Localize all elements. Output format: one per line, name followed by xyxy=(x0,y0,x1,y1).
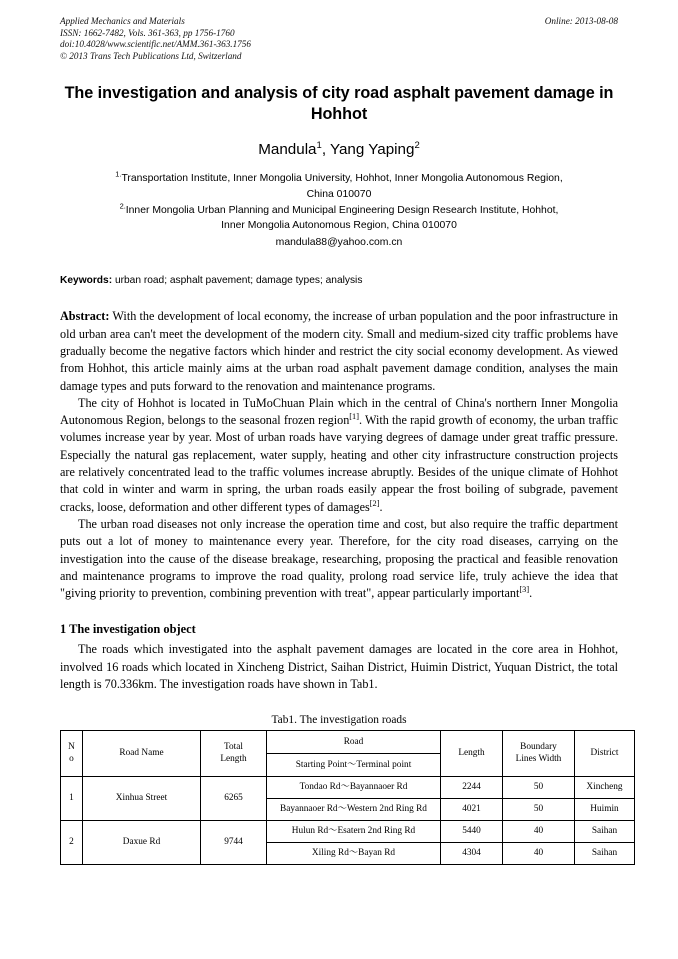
cell-district: Xincheng xyxy=(575,777,635,799)
header-road-subheader: Starting Point～Terminal point xyxy=(267,754,441,777)
copyright-line: © 2013 Trans Tech Publications Ltd, Switzerland xyxy=(60,50,242,61)
author-separator: , xyxy=(321,141,330,159)
journal-name: Applied Mechanics and Materials xyxy=(60,16,185,26)
citation-3: [3] xyxy=(519,585,530,595)
body-paragraph-1-part3: . xyxy=(379,499,383,514)
citation-2: [2] xyxy=(369,498,380,508)
cell-district: Saihan xyxy=(575,821,635,843)
header-total-length-line1: Total xyxy=(224,742,243,753)
affiliations xyxy=(60,171,618,233)
affiliation-1-line2: China 010070 xyxy=(306,188,372,200)
affiliation-1-line1: Transportation Institute, Inner Mongolia University, Hohhot, Inner Mongolia Autonomous Region, xyxy=(121,173,563,185)
cell-segment-length: 4304 xyxy=(441,843,503,865)
cell-road-name: Xinhua Street xyxy=(83,777,201,821)
journal-header-top-row xyxy=(60,16,618,28)
citation-1: [1] xyxy=(349,412,359,422)
keywords-line xyxy=(60,274,618,288)
header-road-group: Road xyxy=(267,731,441,754)
cell-road-segment: Hulun Rd～Esatern 2nd Ring Rd xyxy=(267,821,441,843)
section-1-heading: 1 The investigation object xyxy=(60,622,196,637)
abstract-block xyxy=(60,308,618,394)
online-date: Online: 2013-08-08 xyxy=(544,16,618,26)
keywords-value: urban road; asphalt pavement; damage types; analysis xyxy=(114,275,363,287)
table-row xyxy=(61,821,635,843)
body-paragraph-2-part1: The urban road diseases not only increase the operation time and cost, but also require the traffic department puts out a lot of money to maintenance every year. Therefore, for the city road diseases, carrying on the investigation into the cause of the disease breakage, researching, proposing the practical and feasible renovation and maintenance programs to improve the road quality, prolong road service life, truly achieve the idea that "giving priority to prevention, combining prevention with treat", appear particularly important xyxy=(60,516,618,601)
header-boundary-line2: Lines Width xyxy=(515,753,562,764)
table-header-row-1 xyxy=(61,731,635,754)
header-no-line1: N xyxy=(68,742,75,753)
header-length: Length xyxy=(441,731,503,777)
affiliation-2-marker: 2. xyxy=(119,201,126,211)
affiliation-2 xyxy=(60,203,618,219)
affiliation-1-marker: 1. xyxy=(115,169,122,179)
corresponding-email: mandula88@yahoo.com.cn xyxy=(275,236,403,248)
author-list xyxy=(60,140,618,159)
header-total-length xyxy=(201,731,267,777)
header-district: District xyxy=(575,731,635,777)
investigation-roads-table xyxy=(60,730,635,865)
cell-segment-length: 4021 xyxy=(441,799,503,821)
cell-road-name: Daxue Rd xyxy=(83,821,201,865)
abstract-label: Abstract: xyxy=(60,309,110,324)
cell-boundary-width: 50 xyxy=(503,777,575,799)
header-boundary-line1: Boundary xyxy=(520,742,557,753)
body-paragraph-1-part1: The city of Hohhot is located in TuMoChuan Plain which in the central of China's northern Inner Mongolia Autonomous Region, belongs to the seasonal frozen region xyxy=(60,395,618,428)
affiliation-1 xyxy=(60,171,618,187)
affiliation-2-line1: Inner Mongolia Urban Planning and Municipal Engineering Design Research Institute, Hohhot, xyxy=(125,204,559,216)
section-1-paragraph: The roads which investigated into the asphalt pavement damages are located in the core area in Hohhot, involved 16 roads which located in Xincheng District, Saihan District, Huimin District, Yuquan District, the total length is 70.336km. The investigation roads have shown in Tab1. xyxy=(60,642,618,691)
header-road-name: Road Name xyxy=(83,731,201,777)
doi-line: doi:10.4028/www.scientific.net/AMM.361-363.1756 xyxy=(60,39,251,50)
affiliation-1-line2-row xyxy=(60,187,618,203)
author-1-affiliation-marker: 1 xyxy=(316,140,322,152)
affiliation-2-line2: Inner Mongolia Autonomous Region, China 010070 xyxy=(221,220,457,232)
cell-road-segment: Bayannaoer Rd～Western 2nd Ring Rd xyxy=(267,799,441,821)
cell-road-segment: Xiling Rd～Bayan Rd xyxy=(267,843,441,865)
cell-total-length: 9744 xyxy=(201,821,267,865)
cell-boundary-width: 40 xyxy=(503,821,575,843)
page-content xyxy=(60,16,623,865)
cell-district: Huimin xyxy=(575,799,635,821)
header-no xyxy=(61,731,83,777)
paper-title: The investigation and analysis of city road asphalt pavement damage in Hohhot xyxy=(64,84,614,123)
affiliation-2-line2-row xyxy=(60,218,618,234)
cell-segment-length: 5440 xyxy=(441,821,503,843)
cell-boundary-width: 50 xyxy=(503,799,575,821)
body-paragraph-1 xyxy=(60,395,618,516)
cell-road-segment: Tondao Rd～Bayannaoer Rd xyxy=(267,777,441,799)
header-total-length-line2: Length xyxy=(220,753,247,764)
table-row xyxy=(61,777,635,799)
issn-line: ISSN: 1662-7482, Vols. 361-363, pp 1756-1760 xyxy=(60,27,235,38)
cell-total-length: 6265 xyxy=(201,777,267,821)
cell-segment-length: 2244 xyxy=(441,777,503,799)
header-no-line2: o xyxy=(69,753,74,764)
cell-no: 1 xyxy=(61,777,83,821)
author-2-name: Yang Yaping xyxy=(329,141,415,159)
author-1-name: Mandula xyxy=(258,141,317,159)
cell-boundary-width: 40 xyxy=(503,843,575,865)
body-paragraph-1-part2: . With the rapid growth of economy, the urban traffic volumes increase year by year. Most of urban roads have varying degrees of damage under great traffic pressure. Especially the natural gas replacement, water supply, heating and other city infrastructure construction projects are relatively concentrated lead to the traffic volumes increase abruptly. Besides of the unique climate of Hohhot that cold in winter and warm in spring, the urban roads easily appear the frost boiling of subgrade, pavement cracks, loose, deformation and other different types of damages xyxy=(60,413,618,514)
header-boundary-lines-width xyxy=(503,731,575,777)
body-paragraph-2-part2: . xyxy=(529,586,533,601)
cell-district: Saihan xyxy=(575,843,635,865)
table-caption: Tab1. The investigation roads xyxy=(271,714,407,727)
abstract-text: With the development of local economy, the increase of urban population and the poor infrastructure in old urban area can't meet the development of the modern city. Small and medium-sized city traffic problems have gradually become the negative factors which hinder and restrict the city social economy development. As viewed from Hohhot, this article mainly aims at the urban road asphalt pavement damage condition, analyses the main damage types and puts forward to the renovation and maintenance programs. xyxy=(60,309,618,393)
keywords-label: Keywords: xyxy=(60,275,113,287)
cell-no: 2 xyxy=(61,821,83,865)
journal-header xyxy=(60,16,618,62)
body-paragraph-2 xyxy=(60,516,618,602)
author-2-affiliation-marker: 2 xyxy=(414,140,420,152)
